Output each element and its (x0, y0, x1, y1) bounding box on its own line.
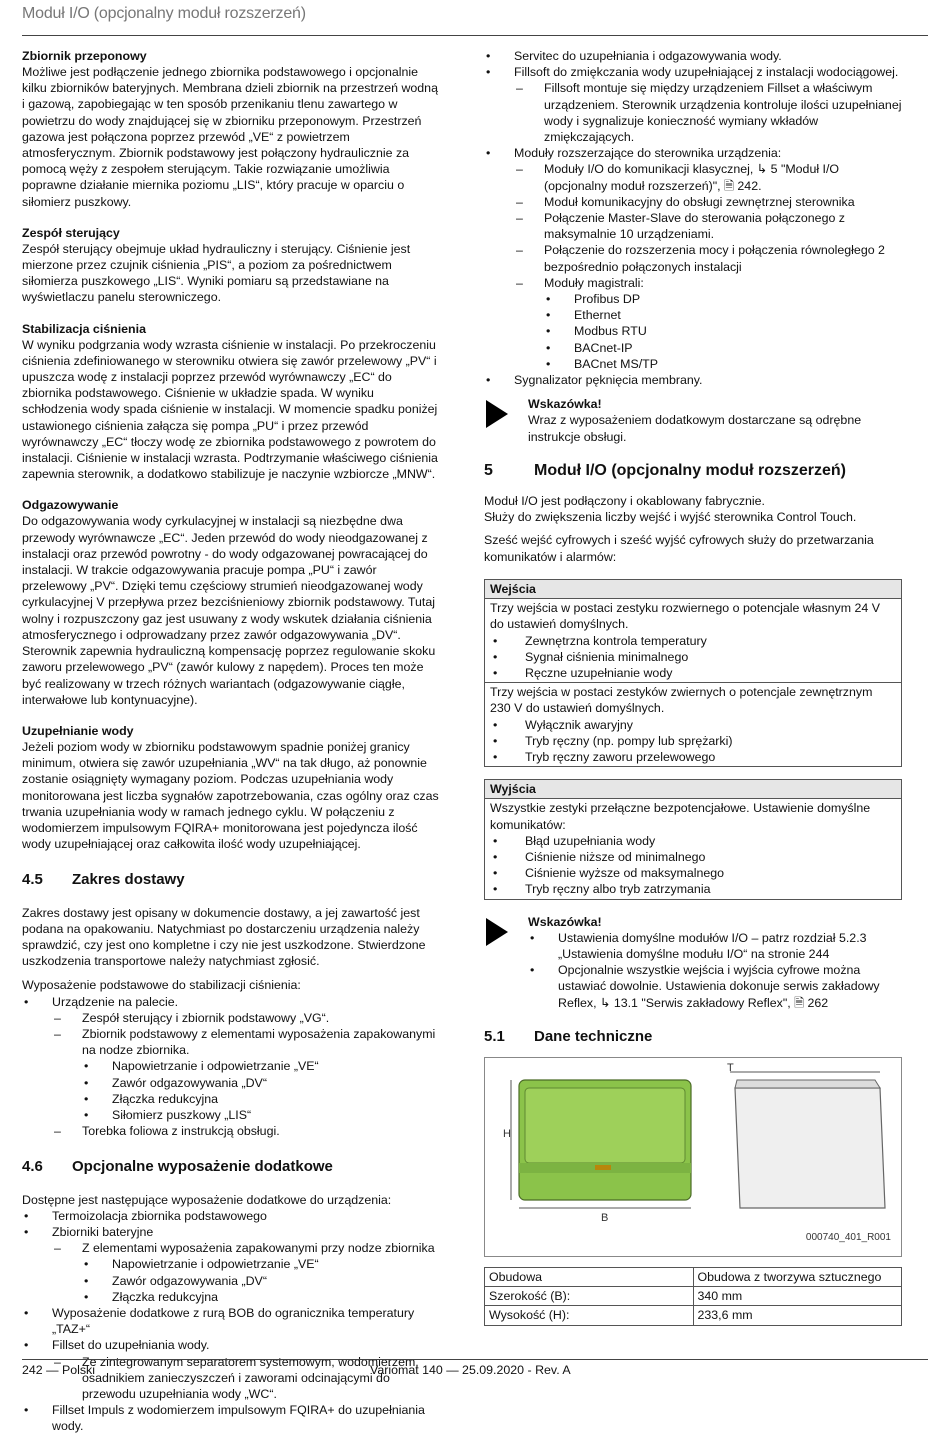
inputs-group-2 (485, 683, 901, 766)
inputs-group-2-text: Trzy wejścia w postaci zestyków zwiernych o potencjale zewnętrznym 230 V do ustawień domyślnych. (490, 685, 873, 716)
paragraph-delivery: Zakres dostawy jest opisany w dokumencie dostawy, a jej zawartość jest podana na opakowaniu. Natychmiast po dostarczeniu urządzenia należy sprawdzić, czy jest ono kompletne i czy nie jest uszkodzone. Stwierdzone uszkodzenia transportowe należy natychmiast zgłosić. (22, 905, 426, 969)
paragraph-optional: Dostępne jest następujące wyposażenie dodatkowe do urządzenia: (22, 1192, 392, 1207)
heading-title: Opcjonalne wyposażenie dodatkowe (72, 1158, 333, 1176)
list-item: • Urządzenie na palecie. (22, 994, 442, 1010)
list-item: • Złączka redukcyjna (22, 1091, 442, 1107)
heading-number: 4.6 (22, 1158, 43, 1176)
right-column (484, 48, 902, 1326)
heading-number: 5 (484, 461, 493, 479)
inputs-group-1-text: Trzy wejścia w postaci zestyku rozwiernego o potencjale własnym 24 V do ustawień domyślnych. (490, 601, 881, 632)
inputs-group-1 (485, 599, 901, 683)
inputs-group-2-list (490, 717, 896, 766)
inputs-group-1-list (490, 633, 896, 682)
delivery-list (22, 994, 442, 1140)
label-t: T (727, 1061, 734, 1074)
section-odgazowywanie (22, 497, 442, 707)
heading-stabilizacja: Stabilizacja ciśnienia (22, 321, 146, 336)
list-item: • Napowietrzanie i odpowietrzanie „VE“ (22, 1256, 442, 1272)
heading-uzupelnianie: Uzupełnianie wody (22, 723, 134, 738)
list-item: – Moduł komunikacyjny do obsługi zewnętrznej sterownika (484, 194, 902, 210)
box-list-item: • Ciśnienie wyższe od maksymalnego (490, 865, 896, 881)
list-item: – Zespół sterujący i zbiornik podstawowy „VG“. (22, 1010, 442, 1026)
paragraph-basic-equipment: Wyposażenie podstawowe do stabilizacji ciśnienia: (22, 978, 301, 993)
note-accessories (484, 396, 902, 445)
heading-title: Dane techniczne (534, 1027, 653, 1045)
note-title: Wskazówka! (528, 397, 602, 412)
list-item: – Ze zintegrowanym separatorem systemowym, wodomierzem, osadnikiem zanieczyszczeń i zaworami odcinającymi do przewodu uzupełniania wody „WC“. (22, 1354, 442, 1403)
list-item: • Siłomierz puszkowy „LIS“ (22, 1107, 442, 1123)
footer-left: 242 — Polski (22, 1363, 96, 1377)
box-list-item: • Wyłącznik awaryjny (490, 717, 896, 733)
module-figure (484, 1057, 902, 1257)
text-zbiornik: Możliwe jest podłączenie jednego zbiornika podstawowego i opcjonalnie kilku zbiorników bateryjnych. Membrana dzieli zbiornik na przestrzeń wodną i gazową, zapobiegając w ten sposób przenikaniu tlenu zawartego w powietrzu do wody znajdującej się w zbiorniku przeponowym. Przestrzeń gazowa jest połączona poprzez przewód „VE“ z powietrzem atmosferycznym. Zbiornik podstawowy jest połączony hydraulicznie za pomocą węży z zespołem sterującym. Takie rozwiązanie umożliwia poprawne działanie miernika poziomu „LIS“, który pracuje w oparciu o siłomierz puszkowy. (22, 65, 438, 209)
list-item: – Fillsoft montuje się między urządzeniem Fillset a właściwym urządzeniem. Sterownik urządzenia kontroluje ilości uzupełnianej wody i sygnalizuje konieczność wymiany wkładów zmiękczających. (484, 80, 902, 145)
heading-number: 5.1 (484, 1027, 505, 1045)
list-item: • Servitec do uzupełniania i odgazowywania wody. (484, 48, 902, 64)
list-item: • Wyposażenie dodatkowe z rurą BOB do ogranicznika temperatury „TAZ+“ (22, 1305, 442, 1337)
list-item: • Termoizolacja zbiornika podstawowego (22, 1208, 442, 1224)
section-zbiornik (22, 48, 442, 210)
inputs-title: Wejścia (485, 580, 901, 599)
list-item: • Złączka redukcyjna (22, 1289, 442, 1305)
note-list-item: • Ustawienia domyślne modułów I/O – patrz rozdział 5.2.3 „Ustawienia domyślne modułu I/O“ na stronie 244 (528, 930, 902, 962)
page-header-title: Moduł I/O (opcjonalny moduł rozszerzeń) (22, 5, 306, 22)
list-item: • Fillset Impuls z wodomierzem impulsowym FQIRA+ do uzupełniania wody. (22, 1402, 442, 1434)
table-row (485, 1267, 902, 1286)
figure-code: 000740_401_R001 (805, 1231, 891, 1243)
list-item: – Z elementami wyposażenia zapakowanymi przy nodze zbiornika (22, 1240, 442, 1256)
note-arrow-icon (486, 400, 508, 428)
table-row (485, 1287, 902, 1306)
list-item: • Sygnalizator pęknięcia membrany. (484, 372, 902, 388)
header-rule (22, 35, 928, 36)
box-list-item: • Tryb ręczny albo tryb zatrzymania (490, 881, 896, 897)
list-item: • Modbus RTU (484, 323, 902, 339)
paragraph-io-3: Sześć wejść cyfrowych i sześć wyjść cyfrowych służy do przetwarzania komunikatów i alarmów: (484, 533, 874, 564)
box-list-item: • Tryb ręczny (np. pompy lub sprężarki) (490, 733, 896, 749)
module-logo (595, 1165, 611, 1170)
list-item: • Fillsoft do zmiękczania wody uzupełniającej z instalacji wodociągowej. (484, 64, 902, 80)
footer-center: Variomat 140 — 25.09.2020 - Rev. A (370, 1363, 571, 1377)
table-cell: 233,6 mm (693, 1306, 902, 1325)
table-cell: Wysokość (H): (485, 1306, 694, 1325)
box-list-item: • Ręczne uzupełnianie wody (490, 665, 896, 681)
list-item: • BACnet-IP (484, 340, 902, 356)
list-item: • Napowietrzanie i odpowietrzanie „VE“ (22, 1058, 442, 1074)
list-item: • Zawór odgazowywania „DV“ (22, 1273, 442, 1289)
list-item: – Połączenie do rozszerzenia mocy i połączenia równoległego 2 bezpośrednio połączonych instalacji (484, 242, 902, 274)
heading-zbiornik: Zbiornik przeponowy (22, 49, 147, 63)
label-h: H (503, 1127, 511, 1140)
footer-rule (22, 1359, 928, 1360)
table-cell: Obudowa (485, 1267, 694, 1286)
outputs-group-1 (485, 799, 901, 898)
list-item: • Fillset do uzupełniania wody. (22, 1337, 442, 1353)
box-list-item: • Tryb ręczny zaworu przelewowego (490, 749, 896, 765)
heading-title: Moduł I/O (opcjonalny moduł rozszerzeń) (534, 461, 847, 479)
section-uzupelnianie (22, 723, 442, 852)
note-arrow-icon (486, 918, 508, 946)
heading-5 (484, 463, 902, 479)
box-list-item: • Ciśnienie niższe od minimalnego (490, 849, 896, 865)
left-column (22, 48, 442, 1435)
list-item: – Torebka foliowa z instrukcją obsługi. (22, 1123, 442, 1139)
note-list (528, 930, 902, 1011)
note-list-item: • Opcjonalnie wszystkie wejścia i wyjścia cyfrowe można ustawiać dowolnie. Ustawienia dokonuje serwis zakładowy Reflex, ↳ 13.1 "Serwis zakładowy Reflex", 🗎 262 (528, 962, 902, 1011)
section-zespol (22, 225, 442, 306)
optional-equipment-list-cont (484, 48, 902, 388)
note-defaults (484, 914, 902, 1011)
list-item: • Zawór odgazowywania „DV“ (22, 1075, 442, 1091)
list-item: • Zbiorniki bateryjne (22, 1224, 442, 1240)
outputs-group-1-text: Wszystkie zestyki przełączne bezpotencjałowe. Ustawienie domyślne komunikatów: (490, 801, 871, 832)
text-zespol: Zespół sterujący obejmuje układ hydrauliczny i sterujący. Ciśnienie jest mierzone przez czujnik ciśnienia „PIS“, a poziom za pośrednictwem siłomierza puszkowego „LIS“. Wyniki pomiaru są przedstawiane na wyświetlaczu panelu sterowniczego. (22, 241, 411, 305)
heading-number: 4.5 (22, 871, 43, 889)
optional-equipment-list (22, 1208, 442, 1435)
paragraph-io-1: Moduł I/O jest podłączony i okablowany fabrycznie. (484, 494, 765, 509)
list-item: – Zbiornik podstawowy z elementami wyposażenia zapakowanymi na nodze zbiornika. (22, 1026, 442, 1058)
list-item: • Profibus DP (484, 291, 902, 307)
box-list-item: • Zewnętrzna kontrola temperatury (490, 633, 896, 649)
box-list-item: • Sygnał ciśnienia minimalnego (490, 649, 896, 665)
list-item: • Moduły rozszerzające do sterownika urządzenia: (484, 145, 902, 161)
outputs-group-1-list (490, 833, 896, 898)
outputs-box (484, 779, 902, 899)
note-text: Wraz z wyposażeniem dodatkowym dostarczane są odrębne instrukcje obsługi. (528, 413, 862, 444)
inputs-box (484, 579, 902, 767)
heading-zespol: Zespół sterujący (22, 225, 120, 240)
module-side-body (735, 1088, 885, 1208)
heading-5-1 (484, 1029, 902, 1045)
table-cell: Szerokość (B): (485, 1287, 694, 1306)
table-cell: 340 mm (693, 1287, 902, 1306)
list-item: – Połączenie Master-Slave do sterowania połączonego z maksymalnie 10 urządzeniami. (484, 210, 902, 242)
module-drawing (485, 1058, 901, 1254)
list-item: – Moduły I/O do komunikacji klasycznej, ↳ 5 "Moduł I/O (opcjonalny moduł rozszerzeń)", 🗎 242. (484, 161, 902, 193)
heading-odgazowywanie: Odgazowywanie (22, 498, 119, 513)
heading-4-6 (22, 1159, 442, 1175)
heading-title: Zakres dostawy (72, 871, 185, 889)
module-side-top (735, 1080, 880, 1088)
table-cell: Obudowa z tworzywa sztucznego (693, 1267, 902, 1286)
tech-data-table (484, 1267, 902, 1326)
section-stabilizacja (22, 321, 442, 483)
list-item: – Moduły magistrali: (484, 275, 902, 291)
list-item: • Ethernet (484, 307, 902, 323)
text-odgazowywanie: Do odgazowywania wody cyrkulacyjnej w instalacji są niezbędne dwa przewody wyrównawcze „EC“. Jeden przewód do wody nieodgazowanej z instalacji oraz przewód powrotny - do wody odgazowanej powracającej do instalacji. W trakcie odgazowywania pracuje pompa „PU“ i zawór przelewowy „PV“. Dzięki temu częściowy strumień nieodgazowanej wody cyrkulacyjnej V przepływa przez bezciśnieniowy zbiornik podstawowy. Tutaj wolny i rozpuszczony gaz jest usuwany z wody wskutek działania ciśnienia atmosferycznego i odprowadzany przez zawór odgazowywania „DV“. Sterownik zapewnia hydrauliczną kompensację poprzez regulowanie skoku zaworu przelewowego „PV“ (zawór kulowy z napędem). Proces ten może być realizowany w trzech różnych wariantach (odgazowywanie ciągłe, interwałowe lub kontynuacyjne). (22, 514, 436, 707)
heading-4-5 (22, 872, 442, 888)
list-item: • BACnet MS/TP (484, 356, 902, 372)
paragraph-io-2: Służy do zwiększenia liczby wejść i wyjść sterownika Control Touch. (484, 510, 857, 525)
module-front-lid (525, 1088, 685, 1163)
outputs-title: Wyjścia (485, 780, 901, 799)
text-stabilizacja: W wyniku podgrzania wody wzrasta ciśnienie w instalacji. Po przekroczeniu ciśnienia zdefiniowanego w sterowniku otwiera się zawór przelewowy „PV“ i upuszcza wodę z instalacji poprzez przewód wyrównawczy „EC“ do zbiornika podstawowego. Ciśnienie w układzie spada. W wyniku schłodzenia wody spada ciśnienie w instalacji. W momencie spadku poniżej ustawionego ciśnienia załącza się pompa „PU“ i przez przewód wyrównawczy „EC“ tłoczy wodę ze zbiornika podstawowego z powrotem do instalacji. Ciśnienie w instalacji wzrasta. Podtrzymanie właściwego ciśnienia zapewnia sterownik, a dodatkowo stabilizuje je naczynie wzbiorcze „MNW“. (22, 337, 438, 482)
box-list-item: • Błąd uzupełniania wody (490, 833, 896, 849)
label-b: B (601, 1211, 609, 1224)
table-row (485, 1306, 902, 1325)
text-uzupelnianie: Jeżeli poziom wody w zbiorniku podstawowym spadnie poniżej granicy minimum, otwiera się zawór uzupełniania „WV“ na tak długo, aż ponownie zostanie osiągnięty wymagany poziom. Podczas uzupełniania wody monitorowana jest liczba sygnałów zapotrzebowania, czas ogólny oraz czas trwania uzupełniania wody w ramach jednego cyklu. W połączeniu z wodomierzem impulsowym FQIRA+ monitorowana jest pojedyncza ilość wody uzupełniającej oraz całkowita ilość wody uzupełniającej. (22, 739, 439, 852)
note-title: Wskazówka! (528, 914, 602, 929)
